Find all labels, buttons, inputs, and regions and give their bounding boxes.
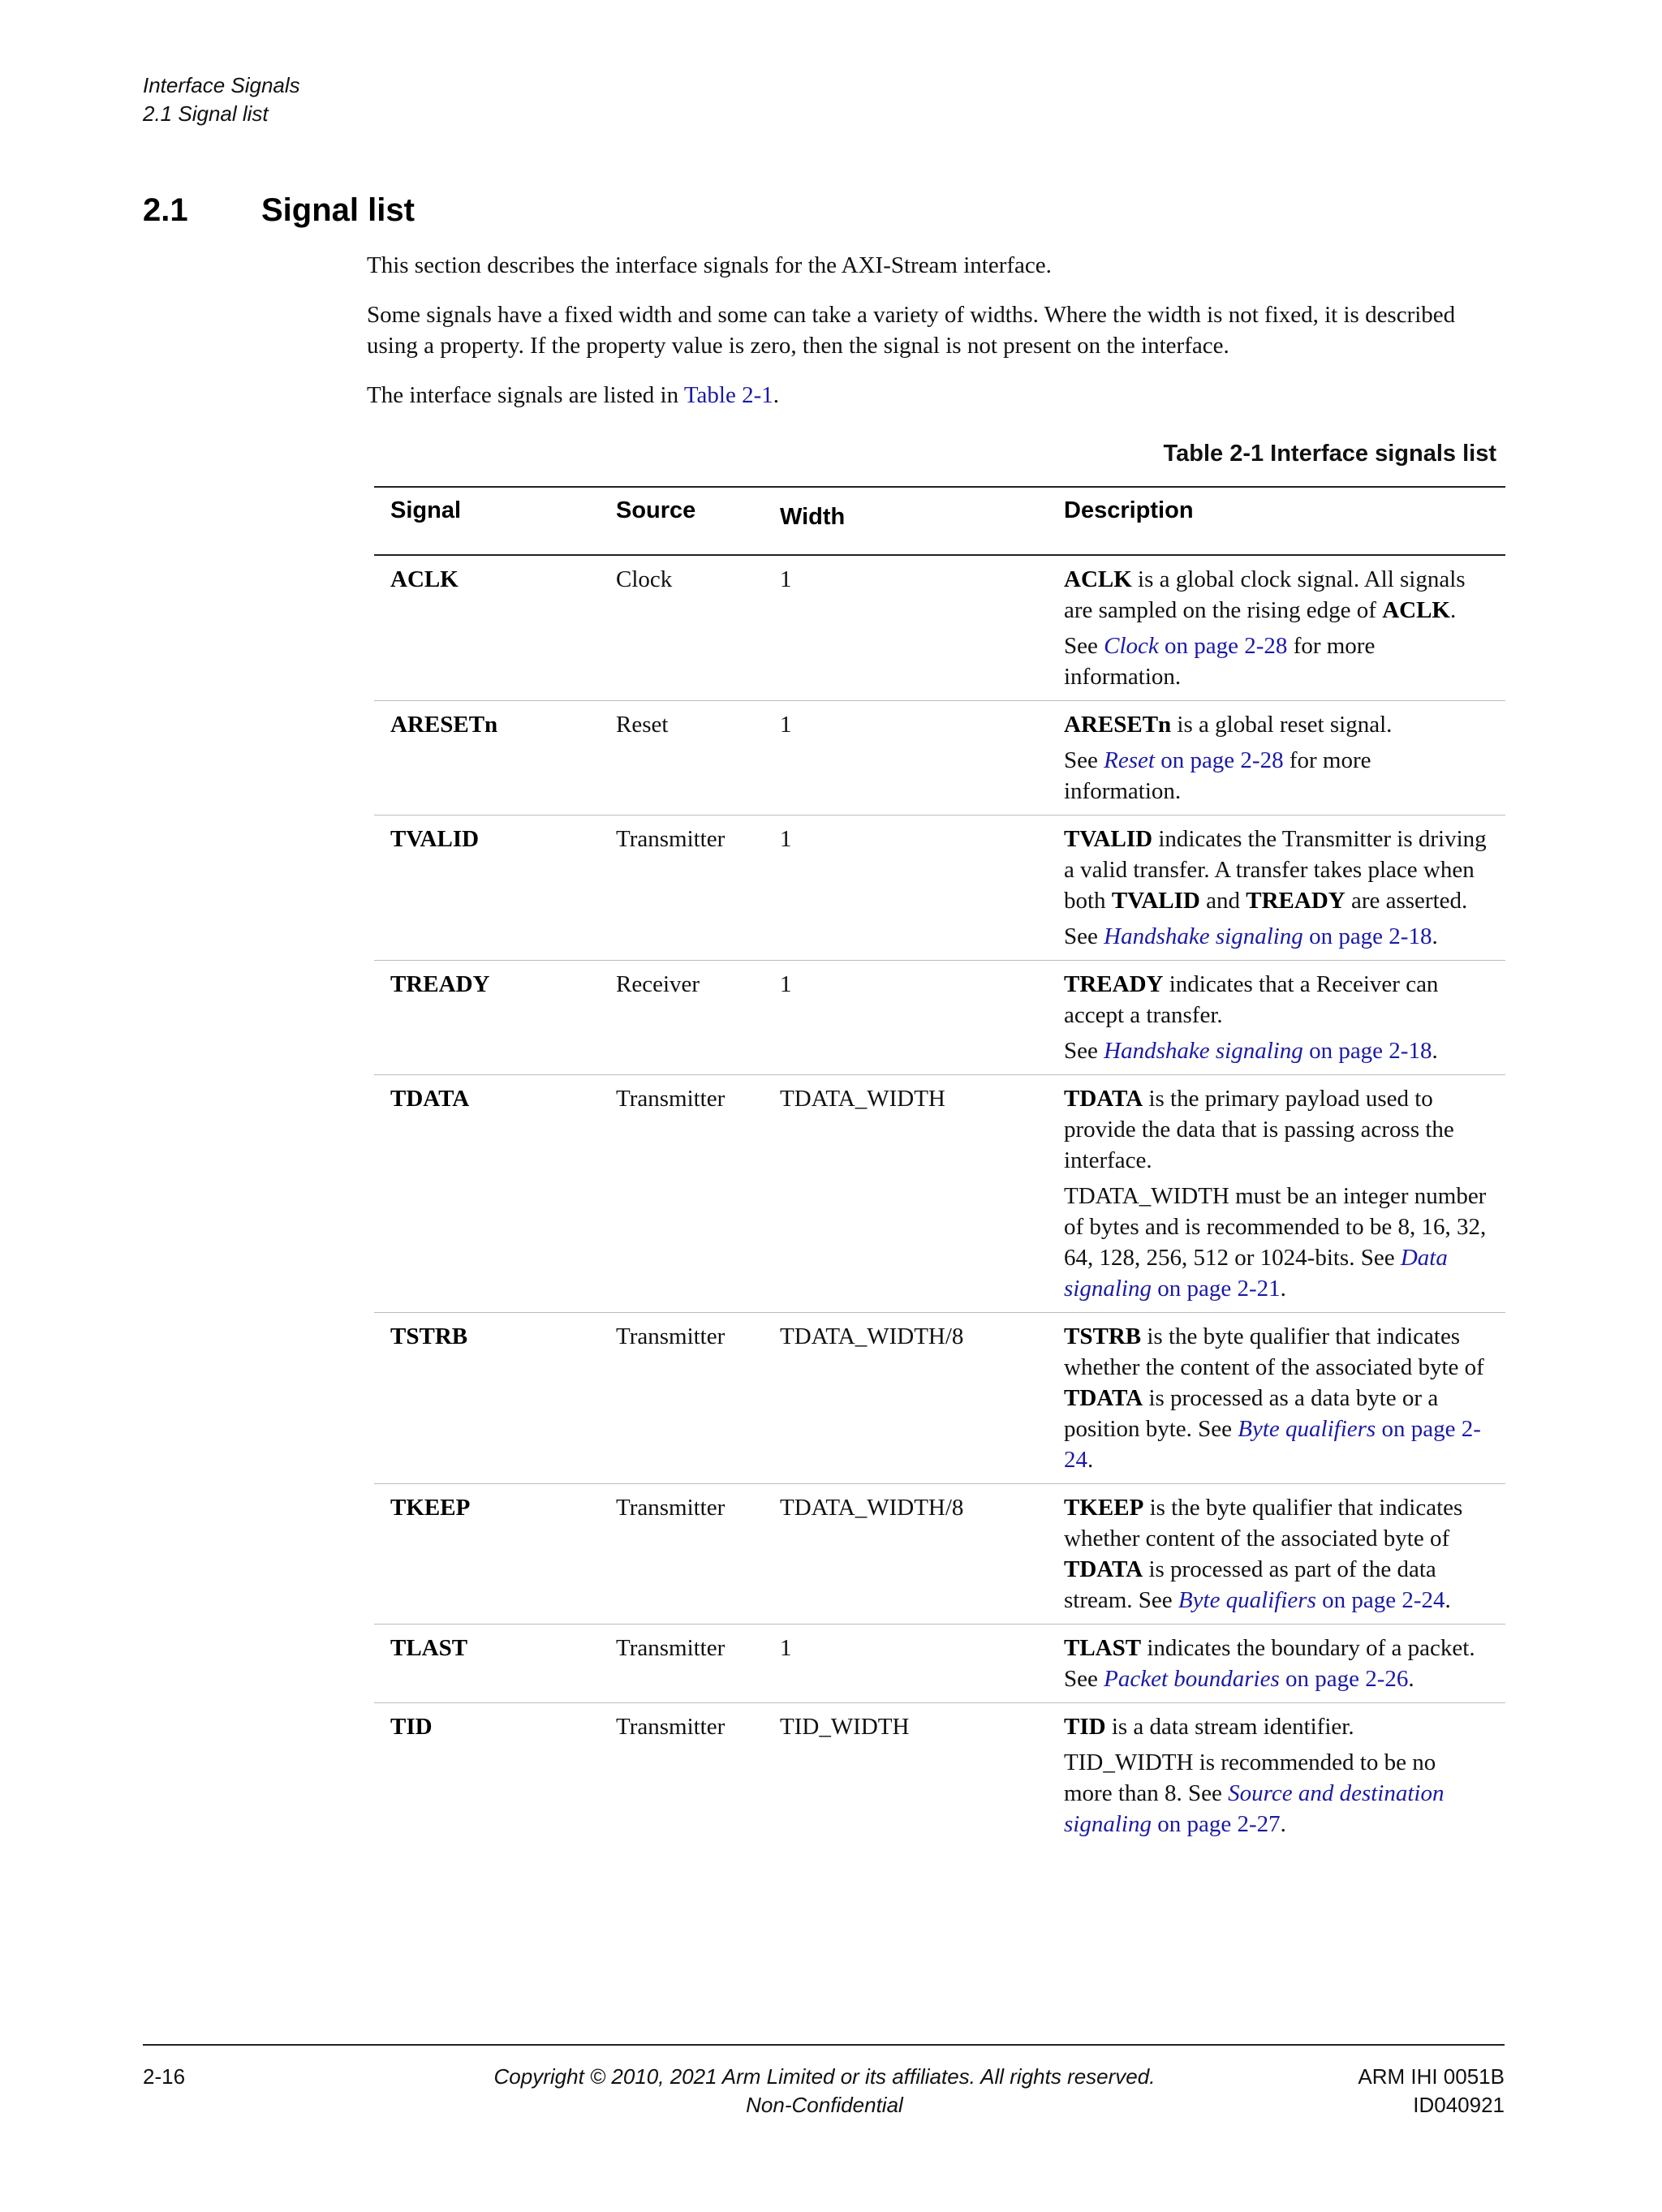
- signal-name-cell: TVALID: [374, 816, 600, 961]
- signal-reference: TKEEP: [1064, 1495, 1144, 1521]
- source-cell: Clock: [600, 555, 764, 701]
- description-text: See: [1064, 923, 1104, 949]
- source-cell: Receiver: [600, 961, 764, 1075]
- description-text: .: [1408, 1666, 1414, 1692]
- description-paragraph: [1064, 1747, 1489, 1840]
- source-cell: Transmitter: [600, 1313, 764, 1484]
- description-paragraph: [1064, 1492, 1489, 1616]
- cross-reference-link[interactable]: Data signaling: [1064, 1245, 1448, 1302]
- table-row: [374, 961, 1505, 1075]
- description-paragraph: [1064, 1633, 1489, 1694]
- page-reference-link[interactable]: on page 2-21: [1151, 1276, 1281, 1302]
- description-text: indicates the boundary of a packet. See: [1064, 1635, 1475, 1692]
- cross-reference-link[interactable]: Handshake signaling: [1104, 1038, 1303, 1064]
- signal-reference: TVALID: [1111, 888, 1200, 914]
- table-row: [374, 1313, 1505, 1484]
- source-cell: Transmitter: [600, 1484, 764, 1625]
- page-reference-link[interactable]: on page 2-28: [1154, 747, 1284, 773]
- description-paragraph: [1064, 630, 1489, 692]
- width-cell: TDATA_WIDTH/8: [764, 1313, 1048, 1484]
- description-paragraph: [1064, 564, 1489, 626]
- description-paragraph: [1064, 1321, 1489, 1475]
- running-head-section: 2.1 Signal list: [143, 101, 269, 126]
- description-text: is a global reset signal.: [1171, 712, 1393, 738]
- table-body: [374, 555, 1505, 1848]
- source-cell: Reset: [600, 701, 764, 816]
- width-cell: 1: [764, 816, 1048, 961]
- signal-name-cell: ARESETn: [374, 701, 600, 816]
- intro-paragraph-1: This section describes the interface signals for the AXI-Stream interface.: [367, 252, 1052, 278]
- description-text: is the byte qualifier that indicates whether content of the associated byte of: [1064, 1495, 1463, 1551]
- description-cell: [1048, 555, 1505, 701]
- table-row: [374, 555, 1505, 701]
- section-heading: [143, 190, 415, 230]
- column-header-width: Width: [764, 487, 1048, 555]
- description-text: .: [1432, 1038, 1438, 1064]
- description-text: .: [1445, 1587, 1451, 1613]
- signal-reference: TSTRB: [1064, 1323, 1142, 1349]
- description-text: TID_WIDTH is recommended to be no more than 8. See: [1064, 1749, 1436, 1806]
- description-text: and: [1199, 888, 1246, 914]
- description-text: is a global clock signal. All signals are sampled on the rising edge of: [1064, 566, 1466, 623]
- column-header-signal: Signal: [374, 487, 600, 555]
- running-head: [143, 71, 300, 128]
- section-number: 2.1: [143, 192, 188, 228]
- intro-paragraph-2: Some signals have a fixed width and some can take a variety of widths. Where the width is not fixed, it is described using a property. If the property value is zero, then the signal is not present on the interface.: [367, 302, 1456, 359]
- footer-rule: [143, 2044, 1505, 2046]
- description-text: is processed as part of the data stream. See: [1064, 1556, 1436, 1613]
- signal-reference: TDATA: [1064, 1385, 1143, 1411]
- table-header-row: [374, 487, 1505, 555]
- description-cell: [1048, 961, 1505, 1075]
- source-cell: Transmitter: [600, 816, 764, 961]
- description-cell: [1048, 1313, 1505, 1484]
- description-text: is the byte qualifier that indicates whether the content of the associated byte of: [1064, 1323, 1484, 1380]
- width-cell: 1: [764, 701, 1048, 816]
- running-head-chapter: Interface Signals: [143, 73, 300, 97]
- description-text: for more information.: [1064, 747, 1371, 804]
- description-cell: [1048, 1075, 1505, 1313]
- description-text: See: [1064, 1038, 1104, 1064]
- description-text: See: [1064, 633, 1104, 659]
- signal-name-cell: TID: [390, 1714, 433, 1740]
- page-reference-link[interactable]: on page 2-27: [1151, 1811, 1281, 1837]
- source-cell: Transmitter: [600, 1625, 764, 1703]
- table-2-1-link[interactable]: Table 2-1: [683, 382, 773, 408]
- signal-reference: TREADY: [1246, 888, 1346, 914]
- signal-name-cell: TREADY: [374, 961, 600, 1075]
- signal-reference: ACLK: [1064, 566, 1132, 592]
- cross-reference-link[interactable]: Clock: [1104, 633, 1159, 659]
- description-paragraph: [1064, 969, 1489, 1031]
- width-cell: TDATA_WIDTH: [764, 1075, 1048, 1313]
- signal-reference: TDATA: [1064, 1556, 1143, 1582]
- cross-reference-link[interactable]: Source and destination signaling: [1064, 1780, 1445, 1837]
- signal-reference: TREADY: [1064, 971, 1164, 997]
- description-paragraph: [1064, 1181, 1489, 1304]
- table-row: [374, 816, 1505, 961]
- description-text: .: [1449, 597, 1457, 623]
- signal-reference: TLAST: [1064, 1635, 1142, 1661]
- table-row: [374, 1625, 1505, 1703]
- table-row: [374, 701, 1505, 816]
- signal-reference: TDATA: [1064, 1086, 1143, 1112]
- table-row: [374, 1075, 1505, 1313]
- signal-reference: TVALID: [1064, 826, 1153, 852]
- width-cell: 1: [764, 555, 1048, 701]
- description-paragraph: [1064, 824, 1489, 916]
- description-paragraph: [1064, 745, 1489, 807]
- signal-reference: ARESETn: [1064, 712, 1172, 738]
- signal-reference: TID: [1064, 1714, 1106, 1740]
- width-cell: 1: [764, 961, 1048, 1075]
- page-reference-link[interactable]: on page 2-18: [1302, 1038, 1432, 1064]
- description-paragraph: [1064, 1035, 1489, 1066]
- interface-signals-table: [374, 486, 1505, 1848]
- description-cell: [1048, 1625, 1505, 1703]
- column-header-description: Description: [1048, 487, 1505, 555]
- description-text: is processed as a data byte or a position byte. See: [1064, 1385, 1439, 1442]
- description-text: TDATA_WIDTH must be an integer number of bytes and is recommended to be 8, 16, 32, 64, 128, 256, 512 or 1024-bits. See: [1064, 1183, 1487, 1271]
- copyright-notice: Copyright © 2010, 2021 Arm Limited or its affiliates. All rights reserved.: [493, 2064, 1156, 2089]
- cross-reference-link[interactable]: Packet boundaries: [1104, 1666, 1280, 1692]
- description-text: .: [1280, 1811, 1286, 1837]
- page-reference-link[interactable]: on page 2-24: [1064, 1416, 1481, 1473]
- table-row: [374, 1703, 1505, 1848]
- cross-reference-link[interactable]: Byte qualifiers: [1178, 1587, 1316, 1613]
- width-cell: TDATA_WIDTH/8: [764, 1484, 1048, 1625]
- cross-reference-link[interactable]: Handshake signaling: [1104, 923, 1303, 949]
- description-text: is a data stream identifier.: [1105, 1714, 1354, 1740]
- footer-copyright-block: [305, 2063, 1344, 2119]
- page-reference-link[interactable]: on page 2-18: [1302, 923, 1432, 949]
- signal-name-cell: TKEEP: [374, 1484, 600, 1625]
- description-paragraph: [1064, 1711, 1489, 1742]
- document-id: ARM IHI 0051B: [1358, 2064, 1505, 2089]
- description-cell: [1048, 1703, 1505, 1848]
- source-cell: Transmitter: [616, 1714, 726, 1740]
- signal-name-cell: TSTRB: [374, 1313, 600, 1484]
- description-text: are asserted.: [1345, 888, 1468, 914]
- signal-name-cell: ACLK: [374, 555, 600, 701]
- description-cell: [1048, 701, 1505, 816]
- description-text: .: [1432, 923, 1438, 949]
- page-reference-link[interactable]: on page 2-24: [1315, 1587, 1445, 1613]
- page-number: 2-16: [143, 2064, 186, 2089]
- description-cell: [1048, 816, 1505, 961]
- intro-paragraph-3: [367, 380, 1511, 411]
- confidentiality-notice: Non-Confidential: [746, 2093, 903, 2117]
- description-text: is the primary payload used to provide the data that is passing across the interface.: [1064, 1086, 1454, 1173]
- description-paragraph: [1064, 709, 1489, 740]
- width-cell: 1: [764, 1625, 1048, 1703]
- signal-name-cell: TDATA: [374, 1075, 600, 1313]
- cross-reference-link[interactable]: Reset: [1104, 747, 1155, 773]
- issue-id: ID040921: [1413, 2093, 1505, 2117]
- description-cell: [1048, 1484, 1505, 1625]
- signal-name-cell: TLAST: [374, 1625, 600, 1703]
- description-text: for more information.: [1064, 633, 1376, 690]
- description-text: See: [1064, 747, 1104, 773]
- table-caption: Table 2-1 Interface signals list: [1163, 441, 1496, 467]
- page-reference-link[interactable]: on page 2-26: [1279, 1666, 1409, 1692]
- description-paragraph: [1064, 921, 1489, 952]
- description-text: .: [1087, 1447, 1094, 1473]
- table-row: [374, 1484, 1505, 1625]
- description-text: .: [1280, 1276, 1286, 1302]
- column-header-source: Source: [600, 487, 764, 555]
- intro-paragraph-3-end: .: [773, 382, 779, 408]
- section-title: Signal list: [261, 192, 415, 228]
- document-id-block: [1358, 2063, 1505, 2119]
- signal-reference: ACLK: [1382, 597, 1450, 623]
- cross-reference-link[interactable]: Byte qualifiers: [1238, 1416, 1376, 1442]
- page-reference-link[interactable]: on page 2-28: [1158, 633, 1288, 659]
- description-text: indicates that a Receiver can accept a transfer.: [1064, 971, 1439, 1028]
- description-paragraph: [1064, 1083, 1489, 1176]
- source-cell: Transmitter: [600, 1075, 764, 1313]
- description-text: indicates the Transmitter is driving a valid transfer. A transfer takes place when both: [1064, 826, 1487, 914]
- intro-paragraph-3-text: The interface signals are listed in: [367, 382, 684, 408]
- width-cell: TID_WIDTH: [780, 1714, 910, 1740]
